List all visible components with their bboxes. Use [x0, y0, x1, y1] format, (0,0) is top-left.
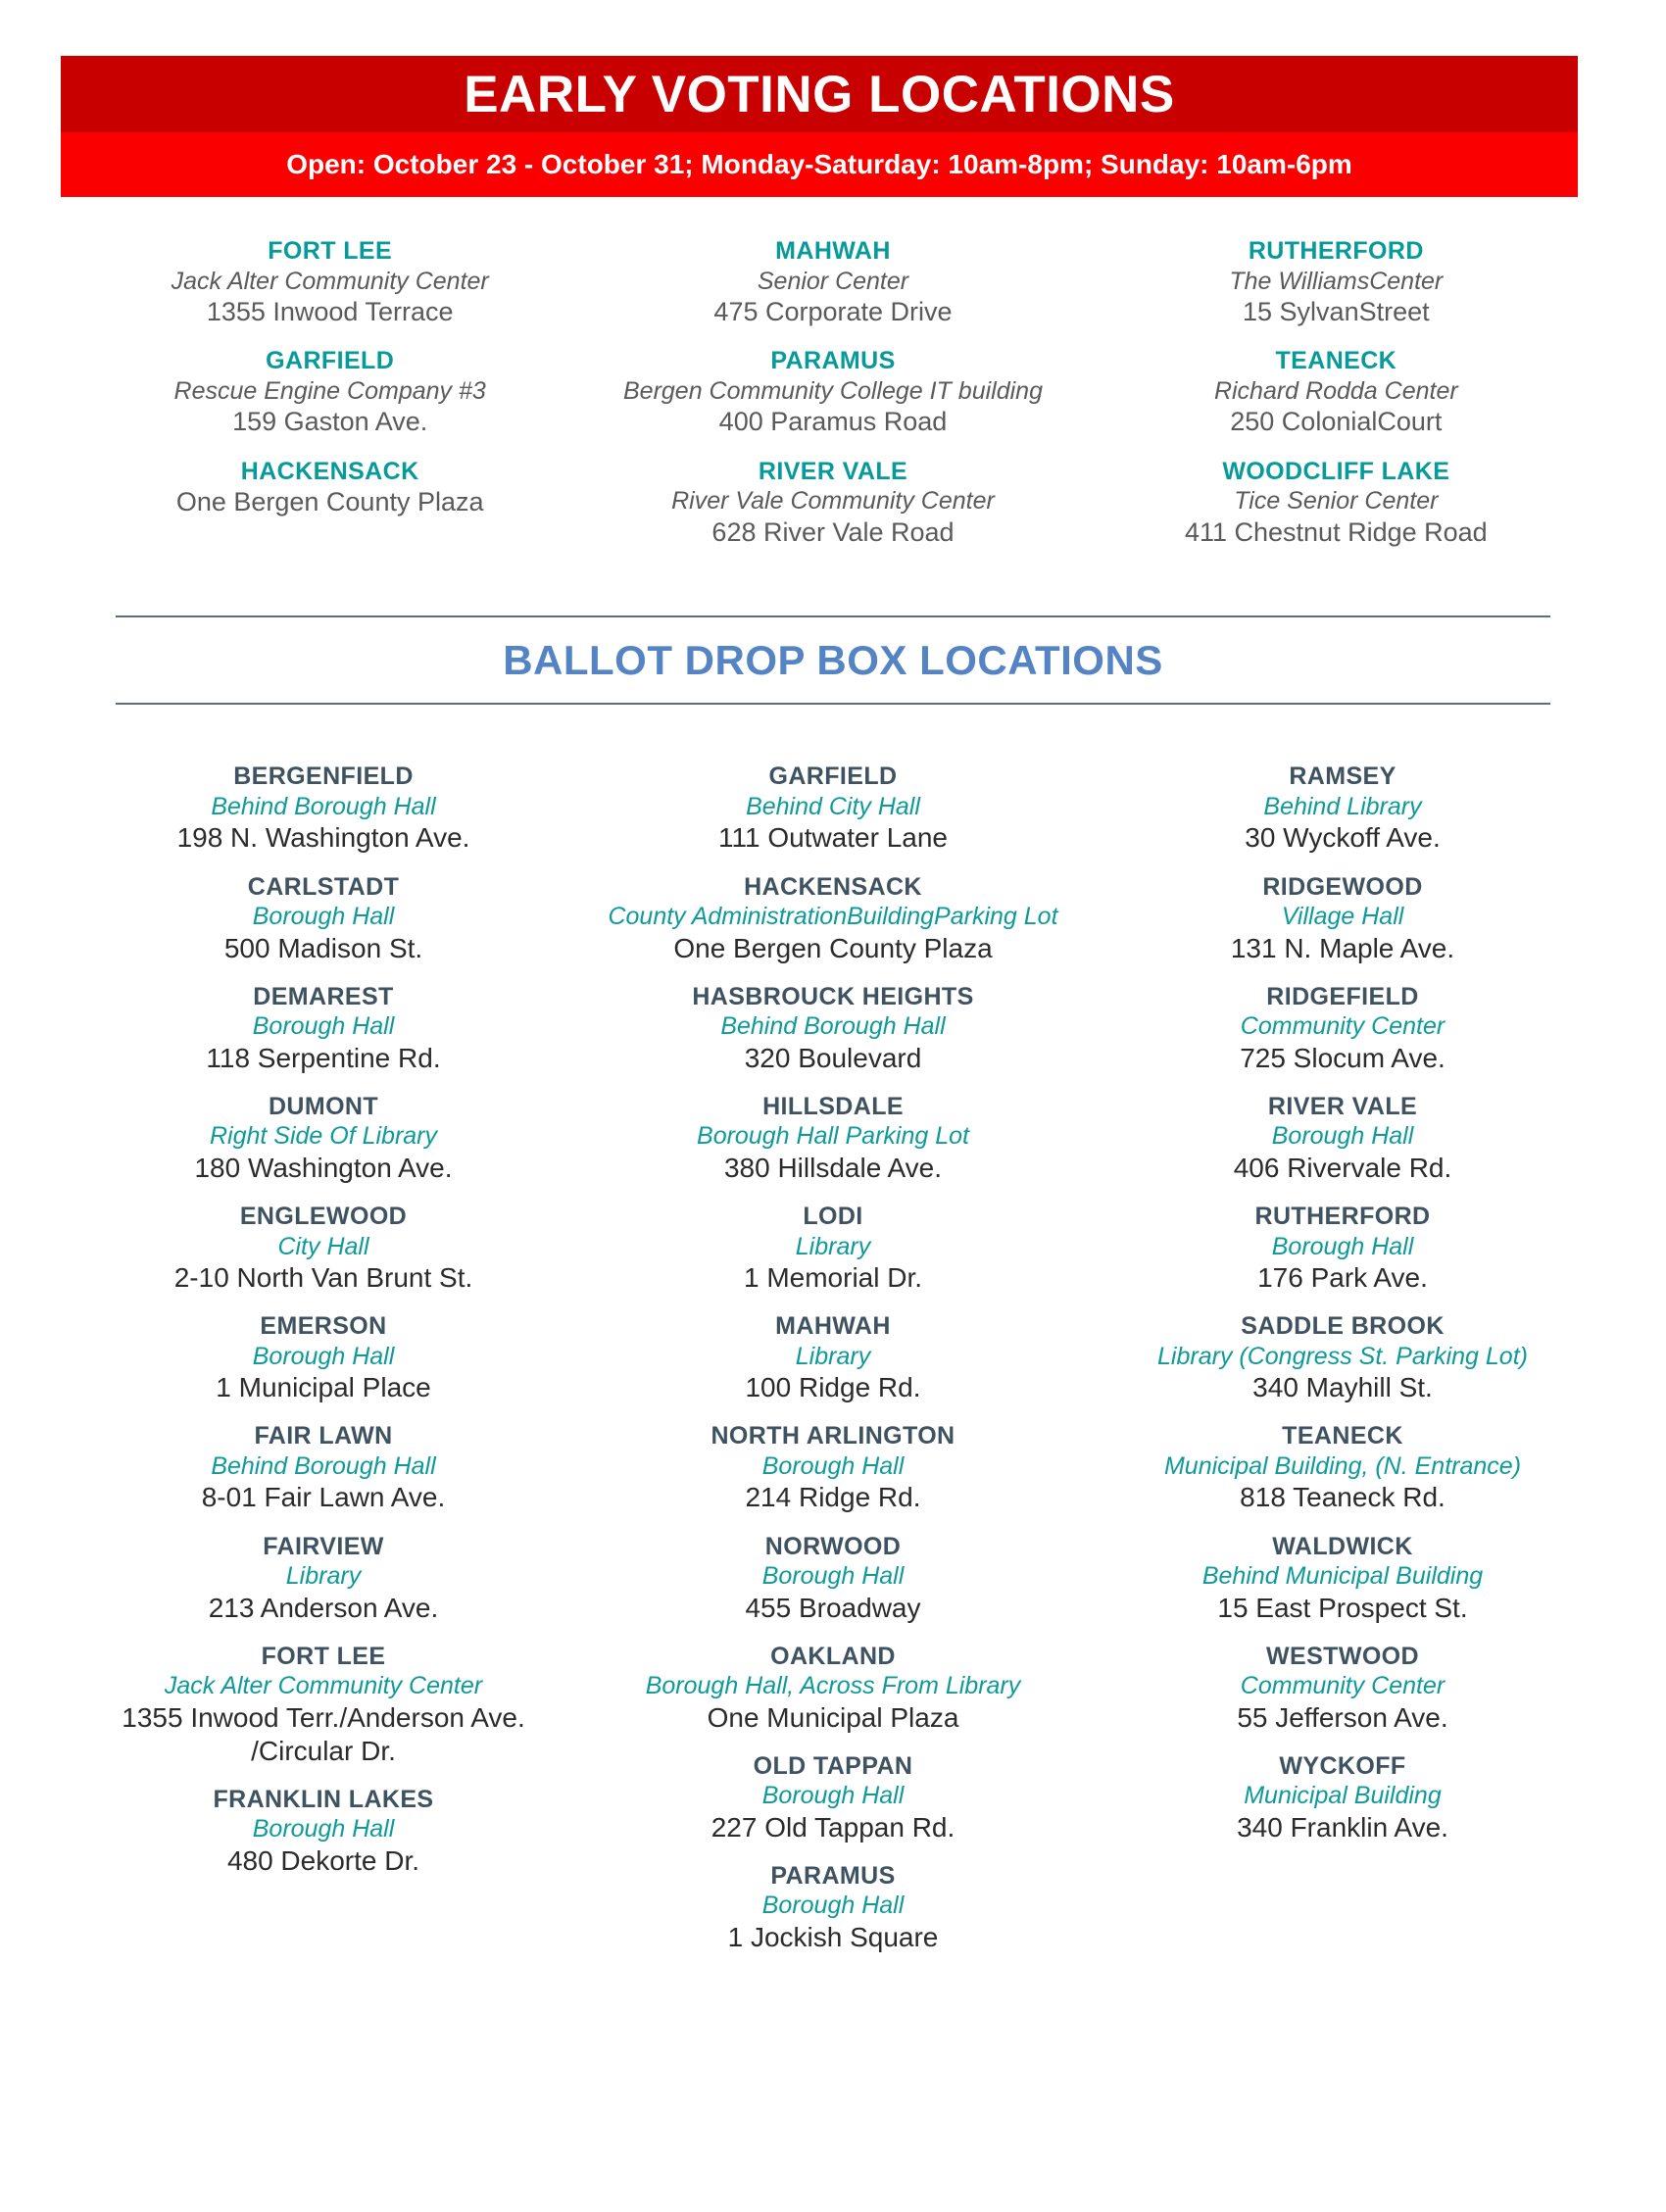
location-address: 1 Jockish Square [727, 1921, 939, 1952]
location-city: GARFIELD [768, 762, 898, 791]
dropbox-column-3 [1088, 762, 1597, 1971]
location-address: 475 Corporate Drive [713, 297, 953, 326]
location-venue: Borough Hall [1271, 1232, 1414, 1260]
location-city: GARFIELD [266, 347, 395, 375]
dropbox-entry [578, 1202, 1088, 1295]
dropbox-entry [69, 1785, 578, 1878]
location-city: EMERSON [260, 1312, 387, 1341]
location-address: 400 Paramus Road [718, 407, 948, 437]
location-venue: Jack Alter Community Center [164, 1672, 483, 1700]
location-city: OAKLAND [770, 1642, 896, 1670]
location-venue: Borough Hall [761, 1782, 905, 1810]
early-voting-entry [581, 457, 1084, 549]
location-address: 340 Franklin Ave. [1237, 1811, 1448, 1843]
location-venue: Behind Borough Hall [211, 792, 436, 820]
early-voting-entry [1085, 236, 1588, 328]
location-venue: Borough Hall [252, 1342, 395, 1370]
location-address: 213 Anderson Ave. [208, 1592, 439, 1623]
location-address: 500 Madison St. [223, 932, 423, 963]
dropbox-entry [69, 982, 578, 1075]
early-voting-entry [1085, 457, 1588, 549]
location-address: 118 Serpentine Rd. [206, 1042, 441, 1073]
location-city: WESTWOOD [1266, 1642, 1419, 1670]
dropbox-entry [69, 1311, 578, 1404]
location-city: TEANECK [1275, 347, 1397, 375]
dropbox-entry [1088, 1092, 1597, 1185]
location-venue: Borough Hall [761, 1562, 905, 1590]
location-venue: Richard Rodda Center [1213, 376, 1458, 405]
location-address: One Bergen County Plaza [175, 487, 484, 517]
location-city: MAHWAH [775, 1312, 891, 1341]
location-address: 480 Dekorte Dr. [226, 1844, 420, 1876]
location-address: 725 Slocum Ave. [1240, 1042, 1446, 1073]
early-voting-column-3 [1085, 236, 1588, 566]
location-address: 1 Municipal Place [216, 1372, 431, 1403]
location-venue: City Hall [277, 1232, 369, 1260]
location-city: HACKENSACK [744, 872, 922, 901]
location-city: RUTHERFORD [1248, 237, 1424, 265]
location-city: RIVER VALE [758, 457, 908, 485]
location-city: FAIR LAWN [254, 1422, 393, 1450]
location-venue: Right Side Of Library [209, 1122, 438, 1151]
location-city: NORWOOD [764, 1532, 902, 1560]
location-venue: Borough Hall, Across From Library [645, 1672, 1021, 1700]
early-voting-entry [581, 236, 1084, 328]
location-venue: Rescue Engine Company #3 [173, 376, 486, 405]
location-venue: Borough Hall [1271, 1122, 1414, 1151]
location-address: 15 East Prospect St. [1217, 1592, 1468, 1623]
location-venue: Borough Hall [252, 1815, 395, 1843]
dropbox-entry [1088, 1202, 1597, 1295]
location-venue: Behind Borough Hall [211, 1451, 436, 1480]
dropbox-entry [578, 762, 1088, 855]
location-city: DUMONT [268, 1092, 379, 1120]
location-venue: Library [795, 1342, 871, 1370]
location-city: LODI [803, 1203, 863, 1231]
early-voting-entry [581, 346, 1084, 438]
location-venue: River Vale Community Center [671, 487, 995, 516]
location-address: One Municipal Plaza [707, 1701, 959, 1733]
location-address: 2-10 North Van Brunt St. [173, 1262, 473, 1294]
location-venue: Behind Borough Hall [720, 1012, 946, 1041]
location-address: 380 Hillsdale Ave. [723, 1152, 943, 1183]
dropbox-section-title: BALLOT DROP BOX LOCATIONS [503, 637, 1163, 684]
dropbox-column-2 [578, 762, 1088, 1971]
early-voting-column-2 [581, 236, 1084, 566]
location-address: 455 Broadway [745, 1592, 921, 1623]
location-address-line2: /Circular Dr. [251, 1735, 396, 1766]
location-venue: The WilliamsCenter [1229, 267, 1444, 295]
location-city: HACKENSACK [240, 457, 419, 485]
location-venue: Borough Hall Parking Lot [697, 1122, 969, 1151]
location-city: RUTHERFORD [1254, 1203, 1431, 1231]
location-city: FORT LEE [268, 237, 393, 265]
dropbox-section [69, 762, 1597, 1971]
early-voting-entry [78, 236, 581, 328]
location-city: HASBROUCK HEIGHTS [692, 982, 974, 1010]
location-city: WALDWICK [1272, 1532, 1413, 1560]
dropbox-entry [1088, 982, 1597, 1075]
dropbox-entry [69, 1202, 578, 1295]
location-venue: Library [285, 1562, 362, 1590]
location-city: NORTH ARLINGTON [710, 1422, 956, 1450]
location-address: 227 Old Tappan Rd. [710, 1811, 956, 1843]
dropbox-entry [69, 1532, 578, 1625]
early-voting-column-1 [78, 236, 581, 566]
dropbox-entry [1088, 1751, 1597, 1844]
location-venue: Behind City Hall [746, 792, 920, 820]
location-address: 198 N. Washington Ave. [176, 822, 470, 854]
location-address: 176 Park Ave. [1257, 1262, 1428, 1294]
location-address: 1355 Inwood Terr./Anderson Ave. [122, 1701, 525, 1733]
location-venue: Borough Hall [761, 1451, 905, 1480]
location-address: 628 River Vale Road [711, 516, 955, 547]
early-voting-section [78, 236, 1588, 566]
location-city: PARAMUS [770, 347, 896, 375]
location-address: 100 Ridge Rd. [745, 1372, 921, 1403]
location-address: 159 Gaston Ave. [232, 407, 428, 437]
dropbox-entry [69, 762, 578, 855]
location-address: 818 Teaneck Rd. [1240, 1482, 1446, 1513]
dropbox-entry [1088, 1642, 1597, 1735]
location-city: BERGENFIELD [233, 762, 414, 791]
dropbox-entry [578, 872, 1088, 965]
location-city: HILLSDALE [762, 1092, 904, 1120]
location-city: OLD TAPPAN [753, 1751, 913, 1780]
dropbox-entry [69, 872, 578, 965]
divider-bottom [116, 703, 1550, 705]
location-venue: Bergen Community College IT building [622, 376, 1043, 405]
location-venue: Borough Hall [761, 1892, 905, 1920]
location-address: 250 ColonialCourt [1230, 407, 1443, 437]
page-banner [61, 56, 1578, 197]
location-venue: Community Center [1240, 1012, 1446, 1041]
location-city: CARLSTADT [247, 872, 400, 901]
dropbox-column-1 [69, 762, 578, 1971]
location-address: 1 Memorial Dr. [743, 1262, 923, 1294]
location-venue: Tice Senior Center [1234, 487, 1439, 516]
banner-subtitle-bar [61, 132, 1578, 197]
location-city: RIDGEWOOD [1262, 872, 1423, 901]
location-city: DEMAREST [253, 982, 394, 1010]
early-voting-entry [1085, 346, 1588, 438]
location-city: RIDGEFIELD [1266, 982, 1419, 1010]
early-voting-entry [78, 457, 581, 519]
location-venue: Library [795, 1232, 871, 1260]
location-city: ENGLEWOOD [239, 1203, 408, 1231]
location-venue: Borough Hall [252, 1012, 395, 1041]
location-city: FORT LEE [261, 1642, 386, 1670]
location-city: RIVER VALE [1267, 1092, 1418, 1120]
dropbox-entry [69, 1421, 578, 1514]
dropbox-entry [578, 1751, 1088, 1844]
location-address: 111 Outwater Lane [717, 822, 948, 854]
dropbox-entry [578, 1642, 1088, 1735]
dropbox-entry [578, 1092, 1088, 1185]
location-address: 131 N. Maple Ave. [1230, 932, 1455, 963]
location-city: PARAMUS [770, 1861, 896, 1890]
dropbox-entry [578, 1311, 1088, 1404]
location-address: 15 SylvanStreet [1243, 297, 1430, 326]
location-venue: Jack Alter Community Center [171, 267, 489, 295]
dropbox-entry [1088, 1532, 1597, 1625]
dropbox-entry [1088, 1421, 1597, 1514]
location-address: 180 Washington Ave. [194, 1152, 453, 1183]
location-city: SADDLE BROOK [1241, 1312, 1445, 1341]
location-venue: Municipal Building [1244, 1782, 1442, 1810]
location-venue: Community Center [1240, 1672, 1446, 1700]
dropbox-entry [1088, 762, 1597, 855]
location-venue: Village Hall [1281, 903, 1404, 931]
location-address: 340 Mayhill St. [1252, 1372, 1433, 1403]
location-venue: Municipal Building, (N. Entrance) [1163, 1451, 1522, 1480]
location-address: 55 Jefferson Ave. [1237, 1701, 1448, 1733]
dropbox-entry [578, 1421, 1088, 1514]
dropbox-entry [1088, 872, 1597, 965]
location-address: 406 Rivervale Rd. [1233, 1152, 1452, 1183]
location-address: 1355 Inwood Terrace [206, 297, 454, 326]
location-city: FRANKLIN LAKES [213, 1785, 434, 1813]
dropbox-entry [578, 1861, 1088, 1954]
location-venue: County AdministrationBuildingParking Lot [608, 903, 1058, 931]
location-address: 8-01 Fair Lawn Ave. [201, 1482, 446, 1513]
location-venue: Senior Center [757, 267, 909, 295]
dropbox-entry [578, 1532, 1088, 1625]
dropbox-entry [1088, 1311, 1597, 1404]
location-city: MAHWAH [775, 237, 891, 265]
banner-hours-text: Open: October 23 - October 31; Monday-Saturday: 10am-8pm; Sunday: 10am-6pm [286, 149, 1352, 179]
location-venue: Library (Congress St. Parking Lot) [1157, 1342, 1528, 1370]
location-city: FAIRVIEW [263, 1532, 384, 1560]
page-title: EARLY VOTING LOCATIONS [464, 65, 1175, 123]
location-address: 30 Wyckoff Ave. [1245, 822, 1441, 854]
location-address: 214 Ridge Rd. [745, 1482, 921, 1513]
location-address: 320 Boulevard [744, 1042, 922, 1073]
location-city: RAMSEY [1289, 762, 1396, 791]
dropbox-entry [69, 1092, 578, 1185]
location-address: 411 Chestnut Ridge Road [1184, 516, 1488, 547]
location-address: One Bergen County Plaza [673, 932, 993, 963]
location-venue: Behind Municipal Building [1201, 1562, 1484, 1590]
banner-title-bar [61, 56, 1578, 132]
location-city: WOODCLIFF LAKE [1222, 457, 1450, 485]
location-venue: Behind Library [1263, 792, 1422, 820]
early-voting-entry [78, 346, 581, 438]
location-city: WYCKOFF [1279, 1751, 1406, 1780]
location-city: TEANECK [1282, 1422, 1403, 1450]
dropbox-entry [69, 1642, 578, 1768]
location-venue: Borough Hall [252, 903, 395, 931]
dropbox-entry [578, 982, 1088, 1075]
